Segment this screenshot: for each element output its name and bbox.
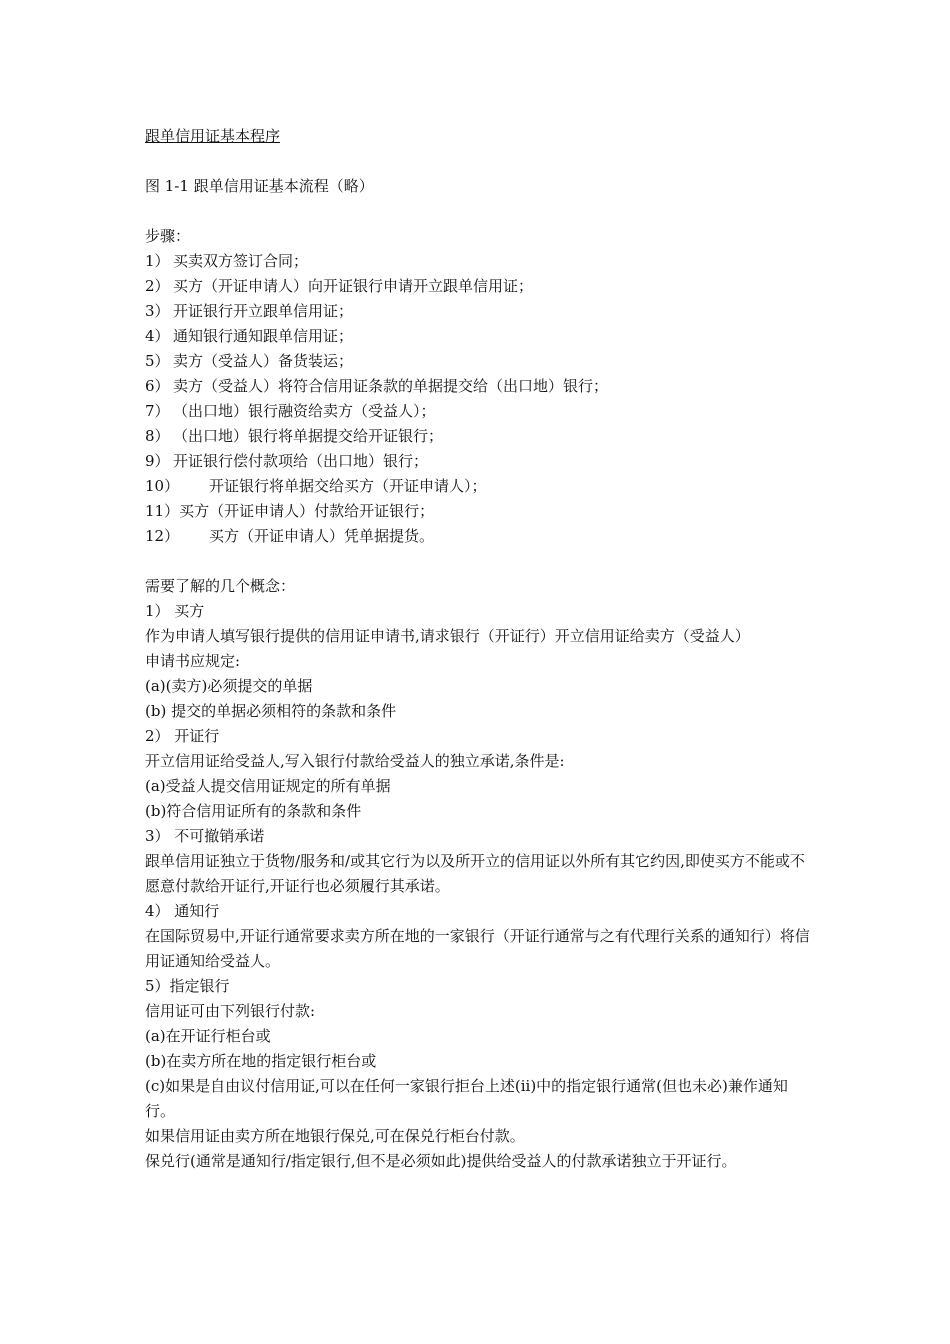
concept-irrevocable xyxy=(145,824,810,899)
concept-buyer xyxy=(145,599,810,724)
step-item: 10） 开证银行将单据交给买方（开证申请人）； xyxy=(145,477,487,495)
concept-subitem: (a)在开证行柜台或 xyxy=(145,1027,271,1045)
concept-issuing-bank xyxy=(145,724,810,824)
step-item: 12） 买方（开证申请人）凭单据提货。 xyxy=(145,527,435,545)
step-item: 1） 买卖双方签订合同； xyxy=(145,252,309,270)
step-item: 2） 买方（开证申请人）向开证银行申请开立跟单信用证； xyxy=(145,277,534,295)
document-body xyxy=(145,124,810,1174)
steps-heading: 步骤： xyxy=(145,227,191,245)
step-item: 11）买方（开证申请人）付款给开证银行； xyxy=(145,502,435,520)
concept-paragraph: 信用证可由下列银行付款: xyxy=(145,1002,316,1020)
concept-subitem: (c)如果是自由议付信用证,可以在任何一家银行拒台上述(ii)中的指定银行通常(但也未必)兼作通知行。 xyxy=(145,1077,788,1120)
concept-paragraph: 作为申请人填写银行提供的信用证申请书,请求银行（开证行）开立信用证给卖方（受益人） xyxy=(145,627,750,645)
step-item: 5） 卖方（受益人）备货装运； xyxy=(145,352,354,370)
concept-paragraph: 跟单信用证独立于货物/服务和/或其它行为以及所开立的信用证以外所有其它约因,即使买方不能或不愿意付款给开证行,开证行也必须履行其承诺。 xyxy=(145,852,805,895)
concept-title: 5）指定银行 xyxy=(145,977,230,995)
concept-paragraph: 开立信用证给受益人,写入银行付款给受益人的独立承诺,条件是: xyxy=(145,752,565,770)
concept-paragraph: 如果信用证由卖方所在地银行保兑,可在保兑行柜台付款。 xyxy=(145,1127,525,1145)
concept-title: 2） 开证行 xyxy=(145,727,220,745)
concept-paragraph: 申请书应规定: xyxy=(145,652,241,670)
steps-list xyxy=(145,249,810,549)
step-item: 4） 通知银行通知跟单信用证； xyxy=(145,327,354,345)
document-title: 跟单信用证基本程序 xyxy=(145,127,281,145)
step-item: 8） （出口地）银行将单据提交给开证银行； xyxy=(145,427,444,445)
concept-subitem: (b) 提交的单据必须相符的条款和条件 xyxy=(145,702,397,720)
concept-title: 3） 不可撤销承诺 xyxy=(145,827,265,845)
concept-paragraph: 保兑行(通常是通知行/指定银行,但不是必须如此)提供给受益人的付款承诺独立于开证行。 xyxy=(145,1152,737,1170)
concept-subitem: (b)在卖方所在地的指定银行柜台或 xyxy=(145,1052,377,1070)
concept-title: 1） 买方 xyxy=(145,602,205,620)
concept-subitem: (b)符合信用证所有的条款和条件 xyxy=(145,802,362,820)
concept-subitem: (a)受益人提交信用证规定的所有单据 xyxy=(145,777,391,795)
step-item: 6） 卖方（受益人）将符合信用证条款的单据提交给（出口地）银行； xyxy=(145,377,609,395)
concept-advising-bank xyxy=(145,899,810,974)
concept-subitem: (a)(卖方)必须提交的单据 xyxy=(145,677,313,695)
concept-nominated-bank xyxy=(145,974,810,1174)
step-item: 9） 开证银行偿付款项给（出口地）银行； xyxy=(145,452,429,470)
step-item: 7） （出口地）银行融资给卖方（受益人）； xyxy=(145,402,436,420)
concept-title: 4） 通知行 xyxy=(145,902,220,920)
concept-paragraph: 在国际贸易中,开证行通常要求卖方所在地的一家银行（开证行通常与之有代理行关系的通知行）将信用证通知给受益人。 xyxy=(145,927,810,970)
figure-caption: 图 1-1 跟单信用证基本流程（略） xyxy=(145,177,374,195)
step-item: 3） 开证银行开立跟单信用证； xyxy=(145,302,354,320)
concepts-heading: 需要了解的几个概念： xyxy=(145,577,296,595)
